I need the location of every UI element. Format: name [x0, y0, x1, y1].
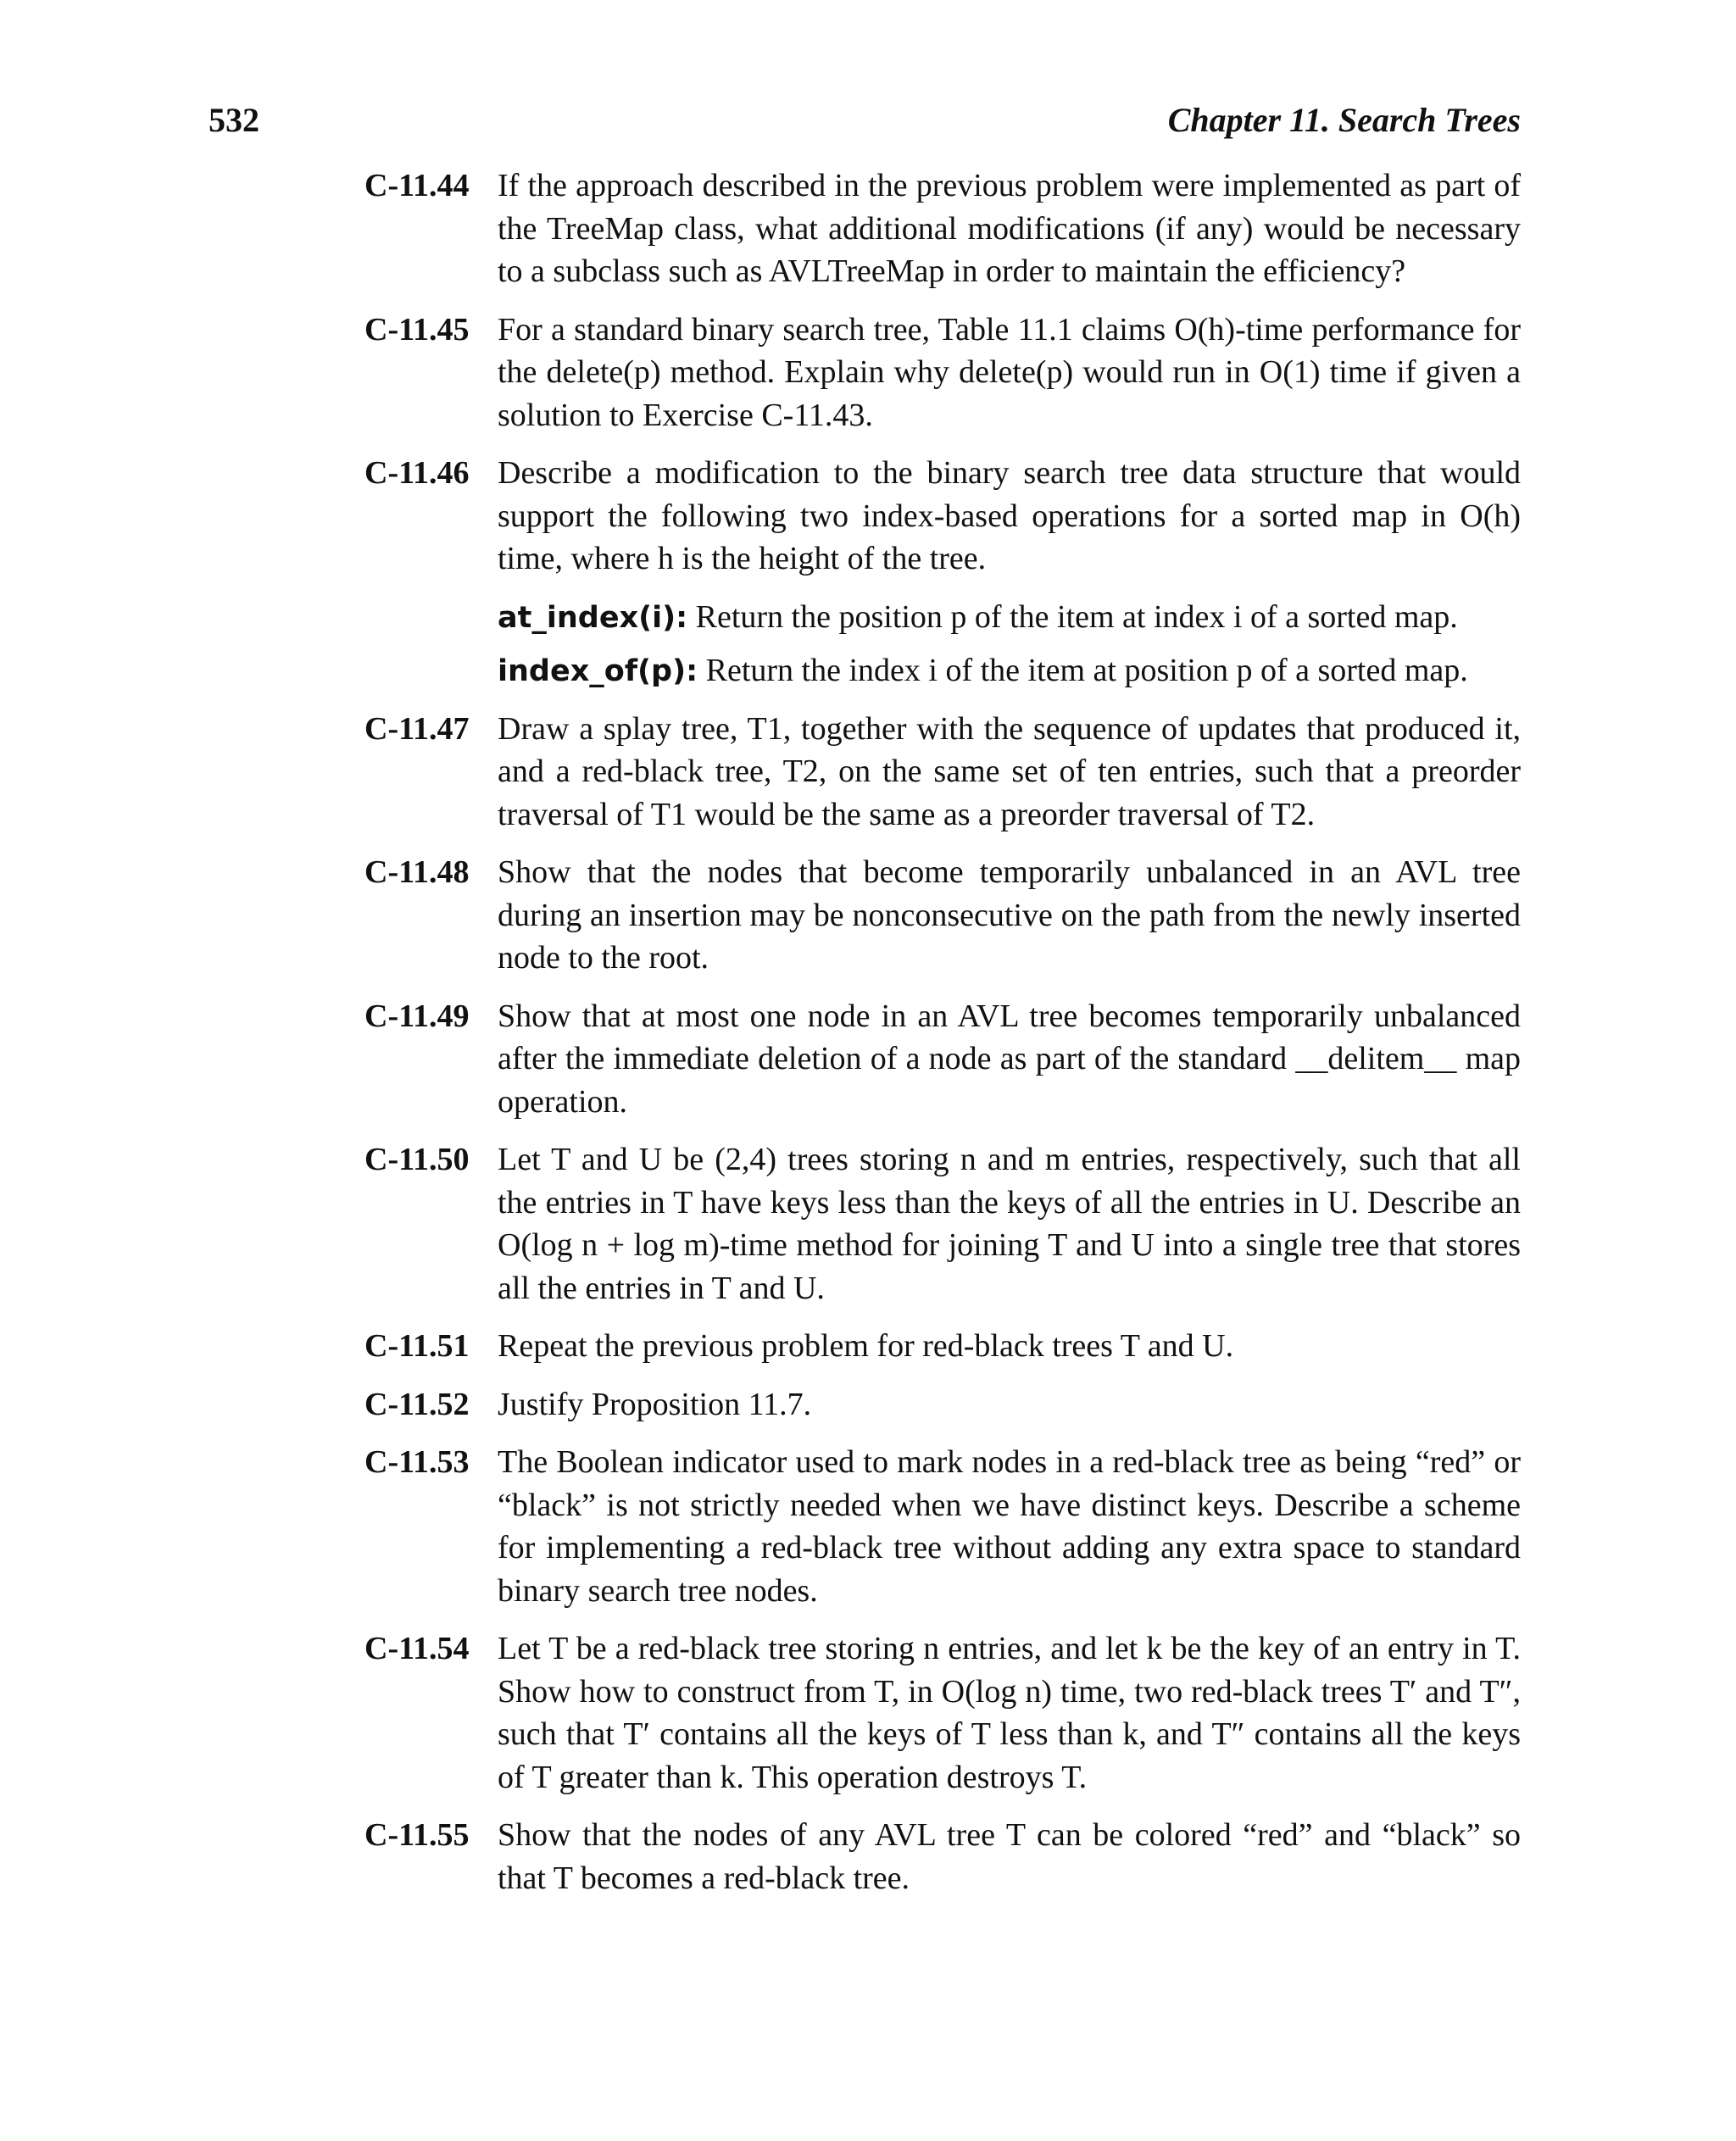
- exercise-item: [364, 995, 1521, 1124]
- exercise-item: [364, 452, 1521, 692]
- exercise-text: Draw a splay tree, T1, together with the sequence of updates that produced it, and a red-black tree, T2, on the same set of ten entries, such that a preorder traversal of T1 would be the same as a preorder traversal of T2.: [498, 710, 1521, 832]
- exercise-item: [364, 309, 1521, 437]
- exercise-item: [364, 1441, 1521, 1612]
- exercise-item: [364, 1138, 1521, 1310]
- page-header: [209, 100, 1521, 144]
- exercise-label: C-11.47: [364, 710, 470, 747]
- exercise-label: C-11.46: [364, 455, 470, 491]
- operation-description: Return the position p of the item at index i of a sorted map.: [695, 598, 1458, 635]
- exercise-text: For a standard binary search tree, Table 11.1 claims O(h)-time performance for the delete(p) method. Explain why delete(p) would run in O(1) time if given a solution to Exercise C-11.43.: [498, 311, 1521, 433]
- exercise-item: [364, 708, 1521, 837]
- exercise-item: [364, 1383, 1521, 1426]
- exercise-text: Show that the nodes that become temporarily unbalanced in an AVL tree during an insertion may be nonconsecutive on the path from the newly inserted node to the root.: [498, 854, 1521, 976]
- exercise-label: C-11.51: [364, 1328, 470, 1364]
- operation-name: at_index(i):: [498, 600, 688, 635]
- exercise-list: [364, 164, 1521, 1915]
- exercise-text: Show that the nodes of any AVL tree T can be colored “red” and “black” so that T becomes a red-black tree.: [498, 1817, 1521, 1896]
- exercise-item: [364, 1325, 1521, 1368]
- operation-list: [498, 596, 1521, 692]
- exercise-text: The Boolean indicator used to mark nodes in a red-black tree as being “red” or “black” is not strictly needed when we have distinct keys. Describe a scheme for implementing a red-black tree without adding any extra space to standard binary search tree nodes.: [498, 1444, 1521, 1609]
- exercise-text: Justify Proposition 11.7.: [498, 1386, 812, 1422]
- exercise-label: C-11.54: [364, 1631, 470, 1666]
- exercise-text: Repeat the previous problem for red-black trees T and U.: [498, 1328, 1234, 1364]
- exercise-text: If the approach described in the previous problem were implemented as part of the TreeMap class, what additional modifications (if any) would be necessary to a subclass such as AVLTreeMap in order to maintain the efficiency?: [498, 168, 1521, 289]
- exercise-text: Let T and U be (2,4) trees storing n and m entries, respectively, such that all the entries in T have keys less than the keys of all the entries in U. Describe an O(log n + log m)-time method for joining T and U into a single tree that stores all the entries in T and U.: [498, 1142, 1521, 1306]
- exercise-item: [364, 851, 1521, 980]
- exercise-label: C-11.48: [364, 854, 470, 890]
- operation-description: Return the index i of the item at position p of a sorted map.: [705, 652, 1468, 688]
- exercise-text: Let T be a red-black tree storing n entries, and let k be the key of an entry in T. Show how to construct from T, in O(log n) time, two red-black trees T′ and T″, such that T′ contains all the keys of T less than k, and T″ contains all the keys of T greater than k. This operation destroys T.: [498, 1631, 1521, 1795]
- exercise-label: C-11.50: [364, 1142, 470, 1177]
- operation-item: [498, 596, 1521, 639]
- exercise-label: C-11.52: [364, 1386, 470, 1422]
- exercise-item: [364, 164, 1521, 293]
- exercise-label: C-11.45: [364, 311, 470, 348]
- exercise-label: C-11.53: [364, 1444, 470, 1480]
- operation-name: index_of(p):: [498, 653, 698, 688]
- exercise-label: C-11.55: [364, 1817, 470, 1853]
- exercise-item: [364, 1814, 1521, 1899]
- exercise-label: C-11.44: [364, 168, 470, 203]
- operation-item: [498, 649, 1521, 692]
- exercise-text: Show that at most one node in an AVL tree becomes temporarily unbalanced after the immediate deletion of a node as part of the standard __delitem__ map operation.: [498, 998, 1521, 1120]
- exercise-text: Describe a modification to the binary search tree data structure that would support the following two index-based operations for a sorted map in O(h) time, where h is the height of the tree.: [498, 455, 1521, 576]
- chapter-title: Chapter 11. Search Trees: [1167, 101, 1521, 139]
- exercise-label: C-11.49: [364, 998, 470, 1034]
- exercise-item: [364, 1627, 1521, 1799]
- page-number: 532: [209, 101, 259, 139]
